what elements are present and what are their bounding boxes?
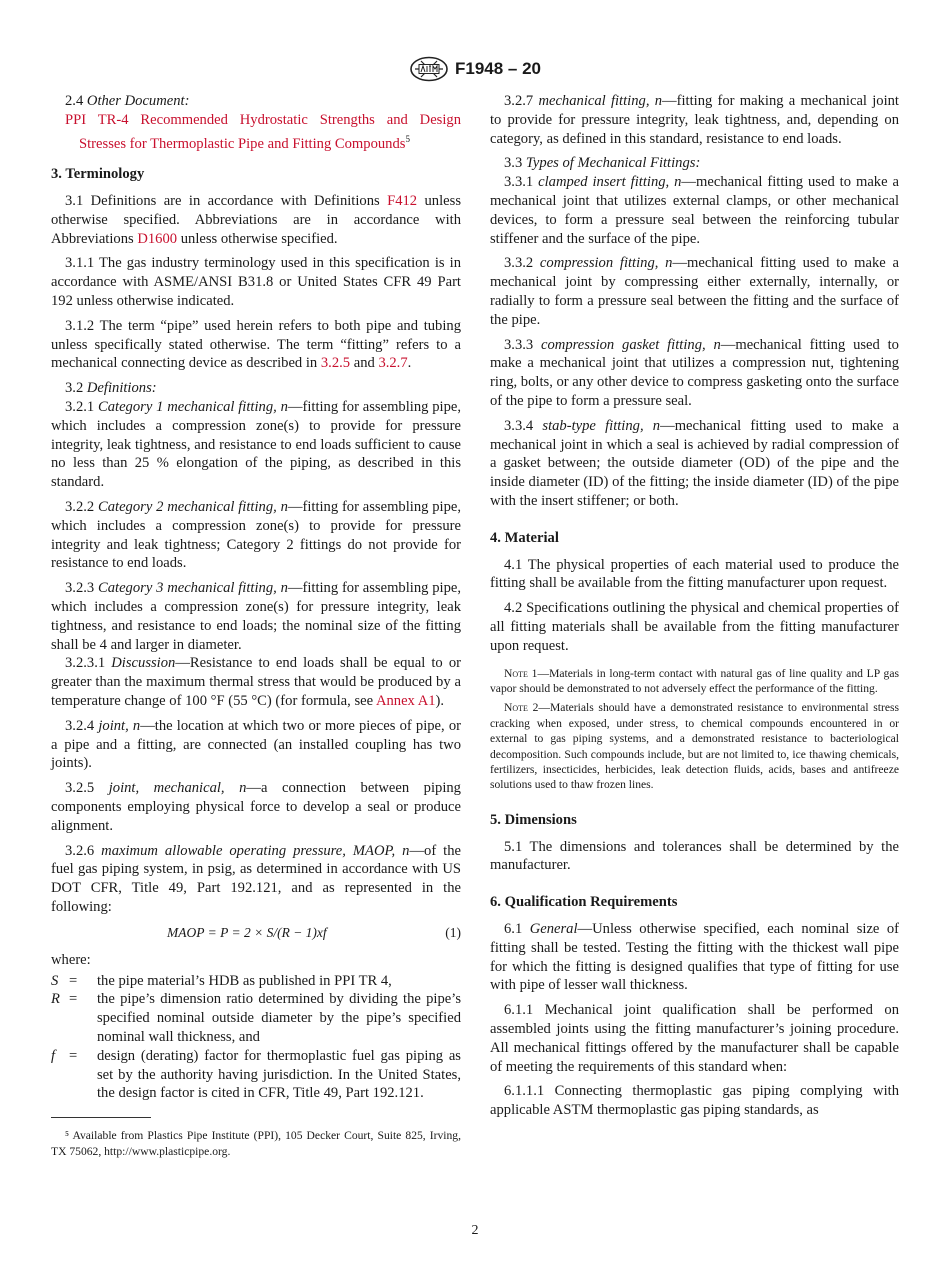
- para-3-3-2: 3.3.2 compression fitting, n—mechanical fitting used to make a mechanical joint by compressing either externally, internally, or radially to form a pressure seal between the fitting and the surface of the pipe.: [490, 255, 899, 328]
- f412-link[interactable]: F412: [387, 193, 418, 210]
- para-3-2-5: 3.2.5 joint, mechanical, n—a connection between piping components employing physical force to develop a seal or produce alignment.: [51, 780, 461, 834]
- para-3-2-7: 3.2.7 mechanical fitting, n—fitting for making a mechanical joint to provide for pressure integrity, leak tightness, and, depending on category, as defined in this standard, resistance to end loads.: [490, 93, 899, 147]
- equation-formula: MAOP = P = 2 × S/(R − 1)xf: [167, 924, 327, 940]
- section-heading-terminology: 3. Terminology: [51, 166, 145, 183]
- ref-3-2-7-link[interactable]: 3.2.7: [378, 355, 408, 372]
- annex-a1-link[interactable]: Annex A1: [375, 692, 436, 709]
- para-6-1: 6.1 General—Unless otherwise specified, each nominal size of fitting shall be tested. Testing the fitting with the thickest wall pipe for which the fitting is designed qualifies that type of fitting for use with pipe of lesser wall thickness.: [490, 920, 899, 994]
- para-5-1: 5.1 The dimensions and tolerances shall be determined by the manufacturer.: [490, 838, 899, 874]
- para-3-1: 3.1 Definitions are in accordance with Definitions F412 unless otherwise specified. Abbreviations are in accordance with Abbreviations D1600 unless otherwise specified.: [51, 193, 461, 247]
- para-3-2-3: 3.2.3 Category 3 mechanical fitting, n—fitting for assembling pipe, which includes a compression zone(s) for pressure integrity, leak tightness, and resistance to end loads; the nominal size of the fitting shall be 4 and larger in diameter.: [51, 580, 461, 653]
- where-label: where:: [51, 951, 91, 968]
- ppi-tr4-reference[interactable]: PPI TR-4 Recommended Hydrostatic Strengths and Design Stresses for Thermoplastic Pipe and Fitting Compounds$^5$: [65, 111, 461, 152]
- footnote-rule: [51, 1117, 151, 1118]
- page-header: [0, 56, 950, 82]
- section-heading-qualification: 6. Qualification Requirements: [490, 894, 678, 911]
- para-3-3: 3.3 Types of Mechanical Fittings:: [504, 155, 701, 172]
- para-3-3-1: 3.3.1 clamped insert fitting, n—mechanical fitting used to make a mechanical joint that utilizes external clamps, or other mechanical devices, to form a pressure seal between the reinforcing tubular stiffener and the surface of the pipe.: [490, 174, 899, 247]
- d1600-link[interactable]: D1600: [137, 230, 178, 247]
- para-6-1-1: 6.1.1 Mechanical joint qualification shall be performed on assembled joints using the fitting manufacturer’s joining procedure. All mechanical fittings offered by the manufacturer shall be capable of meeting the requirements of this standard when:: [490, 1002, 899, 1075]
- section-2-4: 2.4 Other Document:: [65, 93, 190, 109]
- note-1: Note 1—Materials in long-term contact with natural gas of line quality and LP gas vapor should be demonstrated to not adversely effect the performance of the fitting.: [490, 666, 899, 695]
- para-3-3-3: 3.3.3 compression gasket fitting, n—mechanical fitting used to make a mechanical joint that utilizes a compression nut, tightening ring, bolts, or any other device to compress gasketing onto the surface of the pipe to form a pressure seal.: [490, 336, 899, 409]
- right-column: [490, 92, 899, 1126]
- left-column: [51, 92, 461, 1159]
- definition-s: S = the pipe material’s HDB as published in PPI TR 4,: [51, 972, 392, 989]
- section-heading-material: 4. Material: [490, 529, 559, 546]
- para-4-1: 4.1 The physical properties of each material used to produce the fitting shall be available from the fitting manufacturer upon request.: [490, 556, 899, 592]
- para-3-3-4: 3.3.4 stab-type fitting, n—mechanical fitting used to make a mechanical joint in which a seal is achieved by radial compression of a gasket between; the outside diameter (OD) of the pipe and the inside diameter (ID) of the fitting; the inside diameter (ID) of the pipe with the insert stiffener; or both.: [490, 417, 899, 509]
- symbol-definitions: [51, 972, 461, 1104]
- page-number: 2: [471, 1223, 479, 1238]
- document-code: F1948 – 20: [454, 59, 541, 78]
- para-3-2: 3.2 Definitions:: [65, 380, 157, 397]
- maop-equation: [51, 921, 461, 945]
- para-3-2-2: 3.2.2 Category 2 mechanical fitting, n—fitting for assembling pipe, which includes a compression zone(s) to provide for pressure integrity and leak tightness; Category 2 fittings do not provide for resistance to end loads.: [51, 499, 461, 572]
- para-3-1-2: 3.1.2 The term “pipe” used herein refers to both pipe and tubing unless specifically stated otherwise. The term “fitting” refers to a mechanical connecting device as described in 3.2.5 and 3.2.7.: [51, 317, 461, 372]
- para-3-1-1: 3.1.1 The gas industry terminology used in this specification is in accordance with ASME/ANSI B31.8 or United States CFR 49 Part 192 unless otherwise indicated.: [51, 255, 461, 310]
- para-3-2-4: 3.2.4 joint, n—the location at which two or more pieces of pipe, or a pipe and a fitting, are connected (an installed coupling has two joints).: [51, 717, 461, 772]
- definition-r: R = the pipe’s dimension ratio determined by dividing the pipe’s specified nominal outside diameter by the pipe’s specified nominal wall thickness, and: [51, 991, 461, 1045]
- para-3-2-1: 3.2.1 Category 1 mechanical fitting, n—fitting for assembling pipe, which includes a compression zone(s) to provide for pressure integrity, leak tightness, and resistance to end loads sufficient to cause no less than 25 % elongation of the piping, as described in this standard.: [51, 399, 461, 491]
- definition-f: f = design (derating) factor for thermoplastic fuel gas piping as set by the authority having jurisdiction. In the United States, the design factor is cited in CFR, Title 49, Part 192.121.: [51, 1047, 461, 1102]
- para-3-2-3-1: 3.2.3.1 Discussion—Resistance to end loads shall be equal to or greater than the maximum thermal stress that would be produced by a temperature change of 100 °F (55 °C) (for formula, see Annex A1).: [51, 655, 461, 709]
- ref-3-2-5-link[interactable]: 3.2.5: [320, 355, 351, 372]
- para-6-1-1-1: 6.1.1.1 Connecting thermoplastic gas piping complying with applicable ASTM thermoplastic gas piping standards, as: [490, 1083, 899, 1119]
- footnote-5: ⁵ Available from Plastics Pipe Institute (PPI), 105 Decker Court, Suite 825, Irving, TX 75062, http://www.plasticpipe.org.: [51, 1129, 461, 1158]
- ppi-tr4-link[interactable]: PPI TR-4: [65, 111, 129, 128]
- astm-logo-icon: [409, 56, 449, 82]
- para-4-2: 4.2 Specifications outlining the physical and chemical properties of all fitting materials shall be available from the fitting manufacturer upon request.: [490, 600, 899, 654]
- section-heading-dimensions: 5. Dimensions: [490, 811, 577, 828]
- para-3-2-6: 3.2.6 maximum allowable operating pressure, MAOP, n—of the fuel gas piping system, in psig, as determined in accordance with US DOT CFR, Title 49, Part 192.121, and as represented in the following:: [51, 842, 461, 915]
- note-2: Note 2—Materials should have a demonstrated resistance to environmental stress cracking when exposed, under stress, to chemical compounds encountered in or external to gas piping systems, and a demonstrated resistance to bacteriological decomposition. Such compounds include, but are not limited to, ice thawing chemicals, fertilizers, insecticides, herbicides, leak detection fluids, acids, bases and antifreeze solutions used to thaw frozen lines.: [490, 701, 899, 792]
- equation-number: (1): [445, 924, 461, 940]
